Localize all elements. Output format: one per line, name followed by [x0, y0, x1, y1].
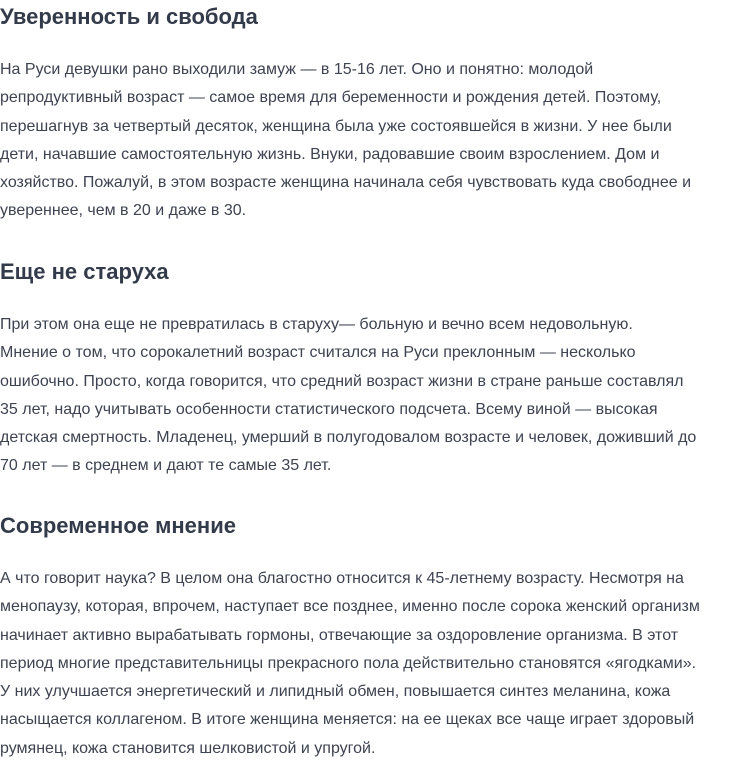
paragraph-line: начинает активно вырабатывать гормоны, отвечающие за оздоровление организма. В этот	[0, 626, 679, 644]
paragraph-line: менопаузу, которая, впрочем, наступает все позднее, именно после сорока женский организм	[0, 598, 700, 616]
paragraph-line: При этом она еще не превратилась в старуху— больную и вечно всем недовольную.	[0, 316, 633, 333]
section-paragraph	[0, 565, 735, 763]
section-heading: Еще не старуха	[0, 259, 169, 284]
paragraph-line: увереннее, чем в 20 и даже в 30.	[0, 202, 247, 220]
section-heading: Современное мнение	[0, 513, 236, 538]
paragraph-line: У них улучшается энергетический и липидный обмен, повышается синтез меланина, кожа	[0, 683, 671, 701]
paragraph-line: 70 лет — в среднем и дают те самые 35 лет.	[0, 457, 332, 475]
paragraph-line: ошибочно. Просто, когда говорится, что средний возраст жизни в стране раньше составлял	[0, 372, 684, 390]
paragraph-line: Мнение о том, что сорокалетний возраст считался на Руси преклонным — несколько	[0, 344, 636, 362]
paragraph-line: период многие представительницы прекрасного пола действительно становятся «ягодками».	[0, 654, 697, 672]
paragraph-line: На Руси девушки рано выходили замуж — в 15-16 лет. Оно и понятно: молодой	[0, 61, 594, 78]
paragraph-line: насыщается коллагеном. В итоге женщина меняется: на ее щеках все чаще играет здоровый	[0, 711, 695, 729]
section-heading: Уверенность и свобода	[0, 4, 258, 29]
paragraph-line: перешагнув за четвертый десяток, женщина была уже состоявшейся в жизни. У нее были	[0, 117, 672, 135]
paragraph-line: А что говорит наука? В целом она благостно относится к 45-летнему возрасту. Несмотря на	[0, 570, 684, 587]
paragraph-line: хозяйство. Пожалуй, в этом возрасте женщина начинала себя чувствовать куда свободнее и	[0, 174, 692, 192]
paragraph-line: репродуктивный возраст — самое время для беременности и рождения детей. Поэтому,	[0, 89, 662, 107]
section-paragraph	[0, 56, 735, 226]
paragraph-line: детская смертность. Младенец, умерший в полугодовалом возрасте и человек, доживший до	[0, 429, 697, 447]
paragraph-line: дети, начавшие самостоятельную жизнь. Внуки, радовавшие своим взрослением. Дом и	[0, 145, 660, 163]
section-paragraph	[0, 311, 735, 481]
paragraph-line: румянец, кожа становится шелковистой и упругой.	[0, 739, 376, 757]
paragraph-line: 35 лет, надо учитывать особенности статистического подсчета. Всему виной — высокая	[0, 400, 658, 418]
